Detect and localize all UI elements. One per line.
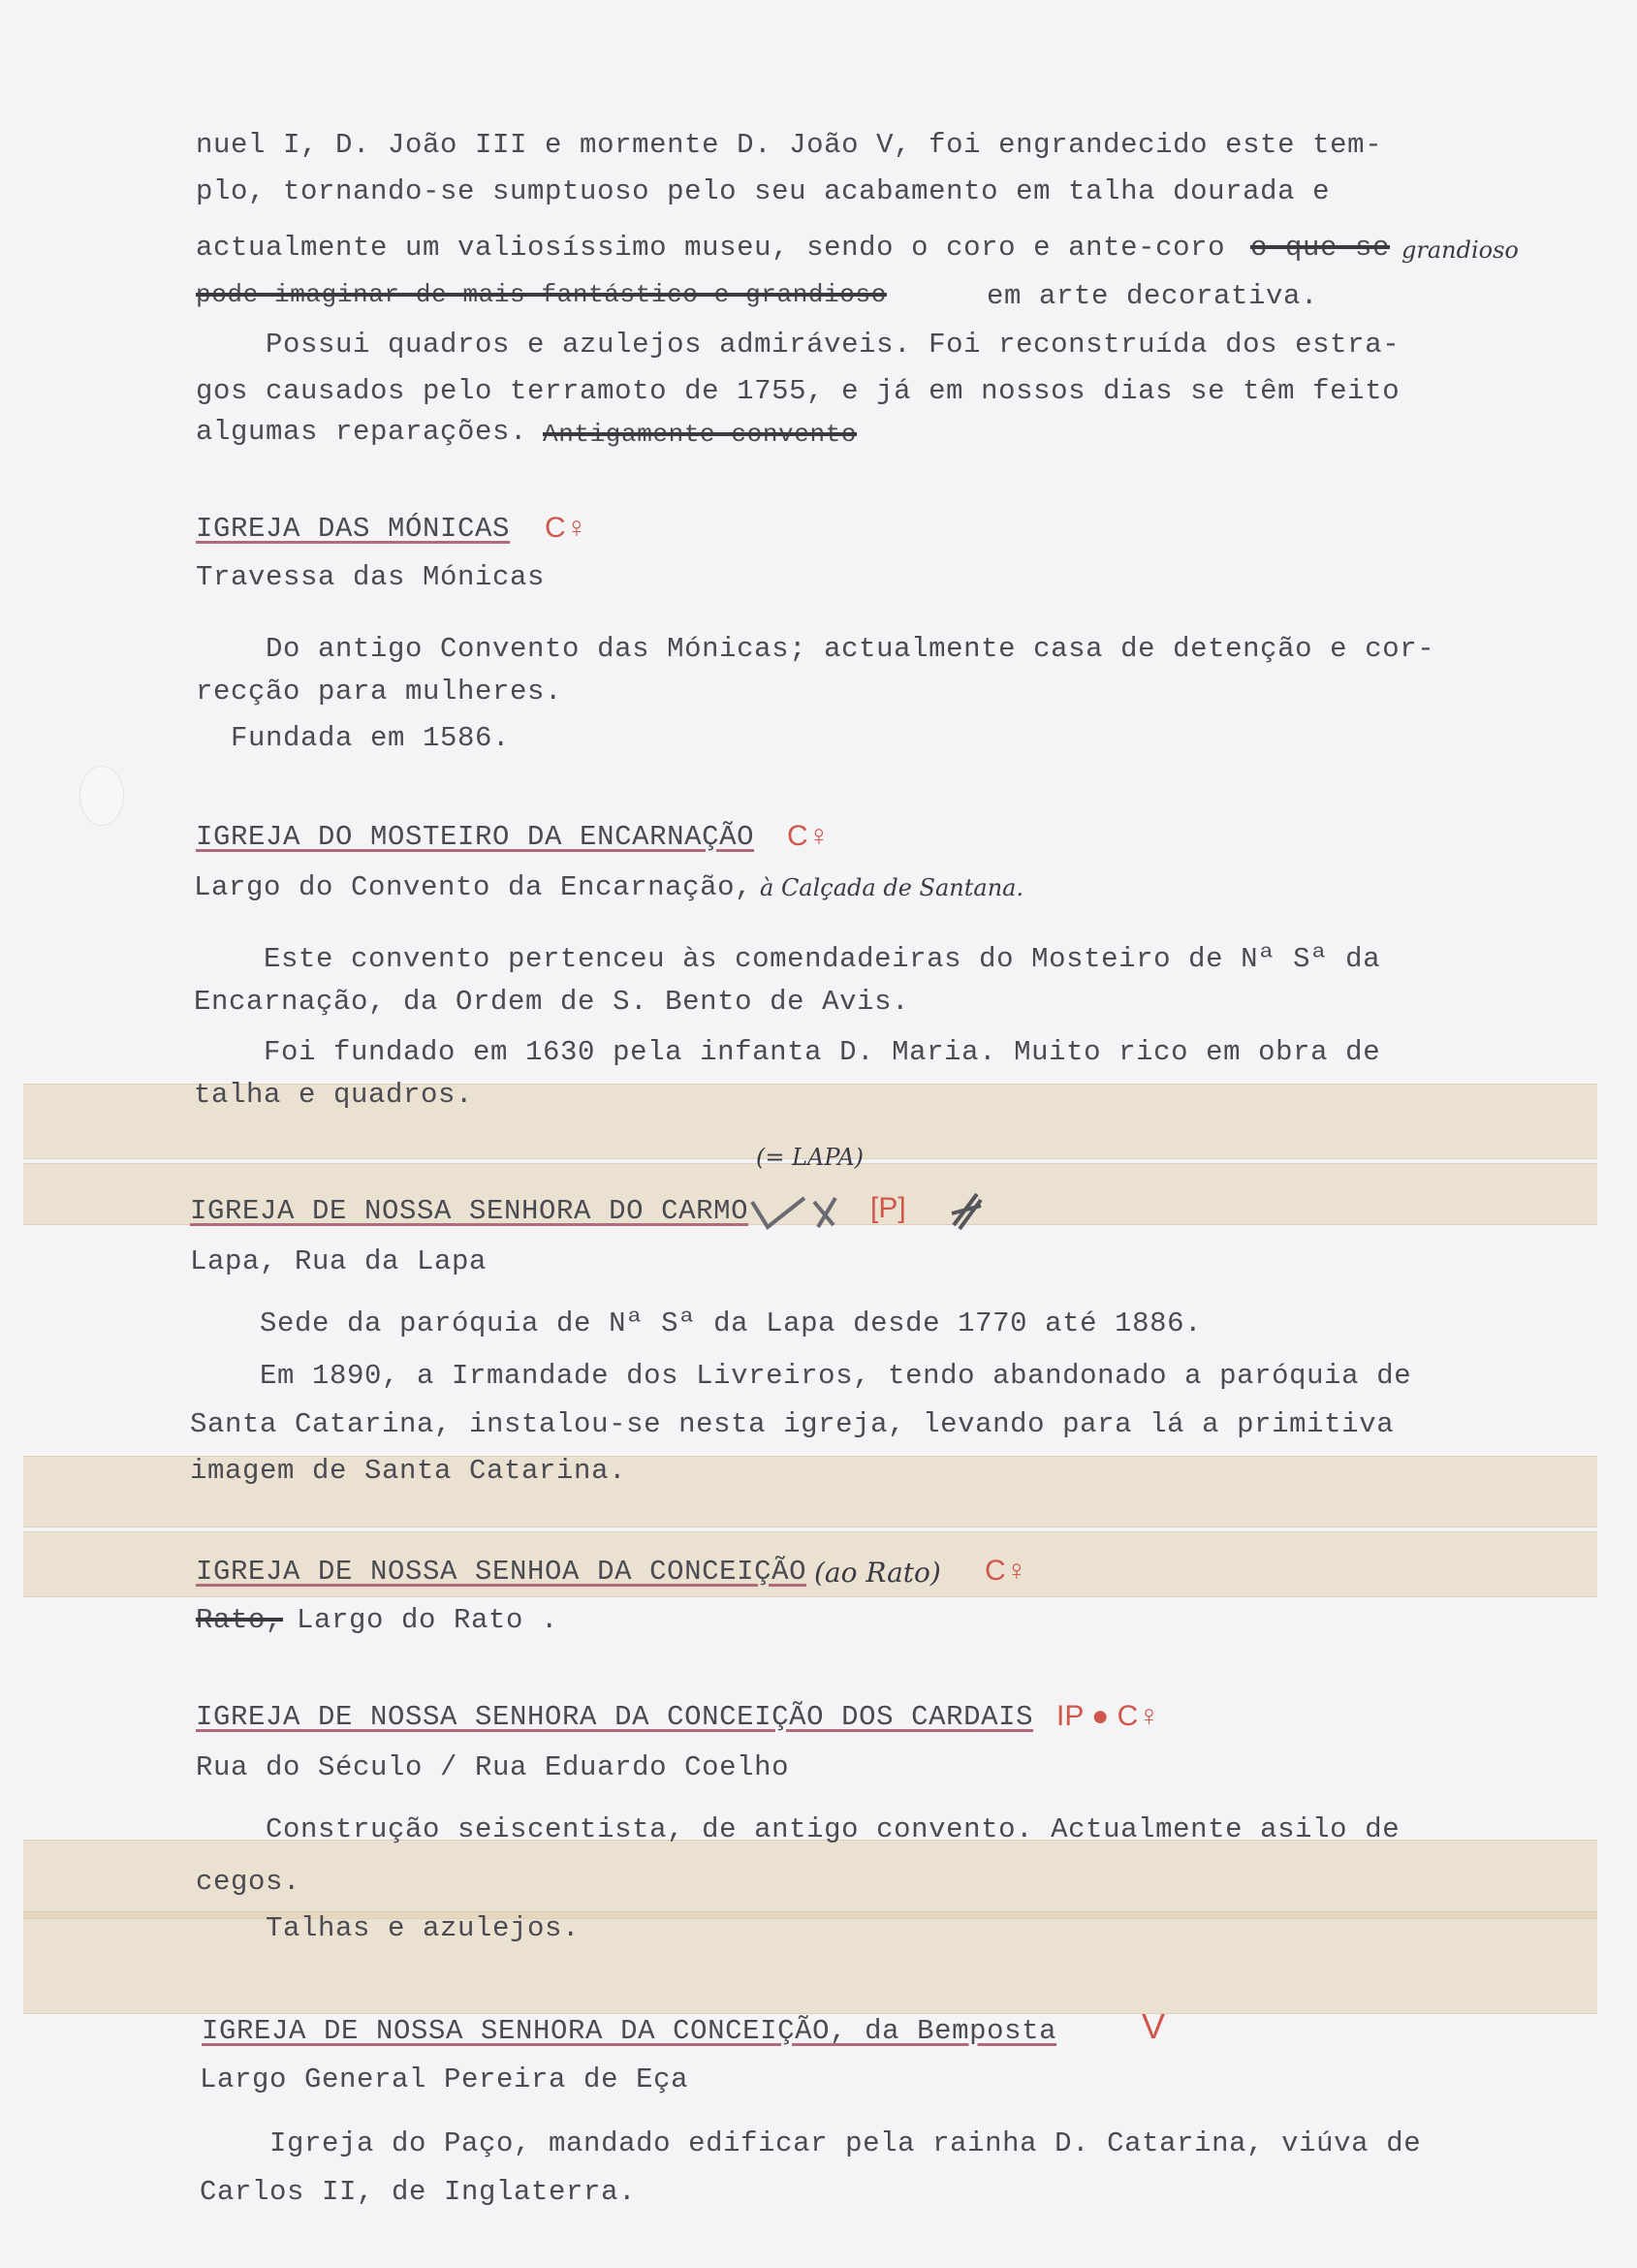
section-body-line: Carlos II, de Inglaterra. bbox=[200, 2176, 637, 2208]
section-body-line: Do antigo Convento das Mónicas; actualmente casa de detenção e cor- bbox=[196, 633, 1435, 665]
classification-mark: IP ● C♀ bbox=[1056, 1700, 1160, 1732]
section-address: Largo do Convento da Encarnação, bbox=[194, 871, 753, 903]
struck-text: pode imaginar de mais fantástico e grandioso bbox=[196, 280, 887, 309]
section-body-line: imagem de Santa Catarina. bbox=[190, 1455, 627, 1487]
punch-hole bbox=[79, 766, 124, 826]
intro-line: algumas reparações. bbox=[196, 416, 528, 448]
intro-line: gos causados pelo terramoto de 1755, e já em nossos dias se têm feito bbox=[196, 375, 1401, 407]
classification-mark: C♀ bbox=[985, 1555, 1028, 1587]
section-heading: IGREJA DE NOSSA SENHORA DA CONCEIÇÃO, da Bemposta bbox=[202, 2015, 1057, 2047]
handwritten-note: (= LAPA) bbox=[756, 1144, 865, 1171]
check-mark-icon bbox=[746, 1188, 843, 1237]
section-address: Rua do Século / Rua Eduardo Coelho bbox=[196, 1751, 790, 1783]
classification-mark: V bbox=[1142, 2006, 1166, 2046]
section-address: Largo do Rato . bbox=[297, 1604, 559, 1636]
section-address: Largo General Pereira de Eça bbox=[200, 2063, 689, 2095]
handwritten-note: (ao Rato) bbox=[814, 1557, 941, 1589]
classification-mark: C♀ bbox=[787, 820, 831, 852]
intro-line: plo, tornando-se sumptuoso pelo seu acabamento em talha dourada e bbox=[196, 175, 1331, 207]
section-body-line: Sede da paróquia de Nª Sª da Lapa desde 1770 até 1886. bbox=[190, 1307, 1203, 1339]
struck-text: o que se bbox=[1250, 232, 1391, 264]
section-heading: IGREJA DE NOSSA SENHOA DA CONCEIÇÃO bbox=[196, 1556, 807, 1588]
section-heading: IGREJA DE NOSSA SENHORA DO CARMO bbox=[190, 1195, 749, 1227]
section-body-line: Igreja do Paço, mandado edificar pela rainha D. Catarina, viúva de bbox=[200, 2127, 1422, 2159]
section-body-line: Fundada em 1586. bbox=[196, 722, 511, 754]
section-body-line: Foi fundado em 1630 pela infanta D. Maria. Muito rico em obra de bbox=[194, 1036, 1381, 1068]
intro-line: nuel I, D. João III e mormente D. João V, foi engrandecido este tem- bbox=[196, 129, 1383, 161]
section-body-line: cegos. bbox=[196, 1866, 301, 1898]
handwritten-note: grandioso bbox=[1401, 236, 1519, 264]
section-address: Lapa, Rua da Lapa bbox=[190, 1245, 488, 1277]
classification-mark: [P] bbox=[870, 1192, 906, 1224]
classification-mark: C♀ bbox=[545, 512, 588, 544]
section-address: Travessa das Mónicas bbox=[196, 561, 546, 593]
section-body-line: Talhas e azulejos. bbox=[196, 1912, 581, 1944]
section-heading: IGREJA DAS MÓNICAS bbox=[196, 513, 511, 545]
intro-line: Possui quadros e azulejos admiráveis. Foi reconstruída dos estra- bbox=[196, 329, 1401, 361]
section-heading: IGREJA DE NOSSA SENHORA DA CONCEIÇÃO DOS CARDAIS bbox=[196, 1701, 1034, 1733]
section-body-line: Encarnação, da Ordem de S. Bento de Avis. bbox=[194, 986, 910, 1018]
handwritten-note: à Calçada de Santana. bbox=[760, 874, 1024, 901]
section-body-line: talha e quadros. bbox=[194, 1079, 474, 1111]
intro-line: actualmente um valiosíssimo museu, sendo o coro e ante-coro bbox=[196, 232, 1226, 264]
scribble-icon bbox=[948, 1186, 987, 1235]
struck-text: Antigamente convento bbox=[543, 420, 858, 449]
section-body-line: Este convento pertenceu às comendadeiras do Mosteiro de Nª Sª da bbox=[194, 943, 1381, 975]
section-body-line: Santa Catarina, instalou-se nesta igreja, levando para lá a primitiva bbox=[190, 1408, 1395, 1440]
struck-text: Rato, bbox=[196, 1604, 284, 1636]
section-heading: IGREJA DO MOSTEIRO DA ENCARNAÇÃO bbox=[196, 821, 755, 853]
section-body-line: Construção seiscentista, de antigo convento. Actualmente asilo de bbox=[196, 1813, 1401, 1845]
section-body-line: recção para mulheres. bbox=[196, 676, 563, 708]
intro-line: em arte decorativa. bbox=[987, 280, 1319, 312]
section-body-line: Em 1890, a Irmandade dos Livreiros, tendo abandonado a paróquia de bbox=[190, 1360, 1412, 1392]
